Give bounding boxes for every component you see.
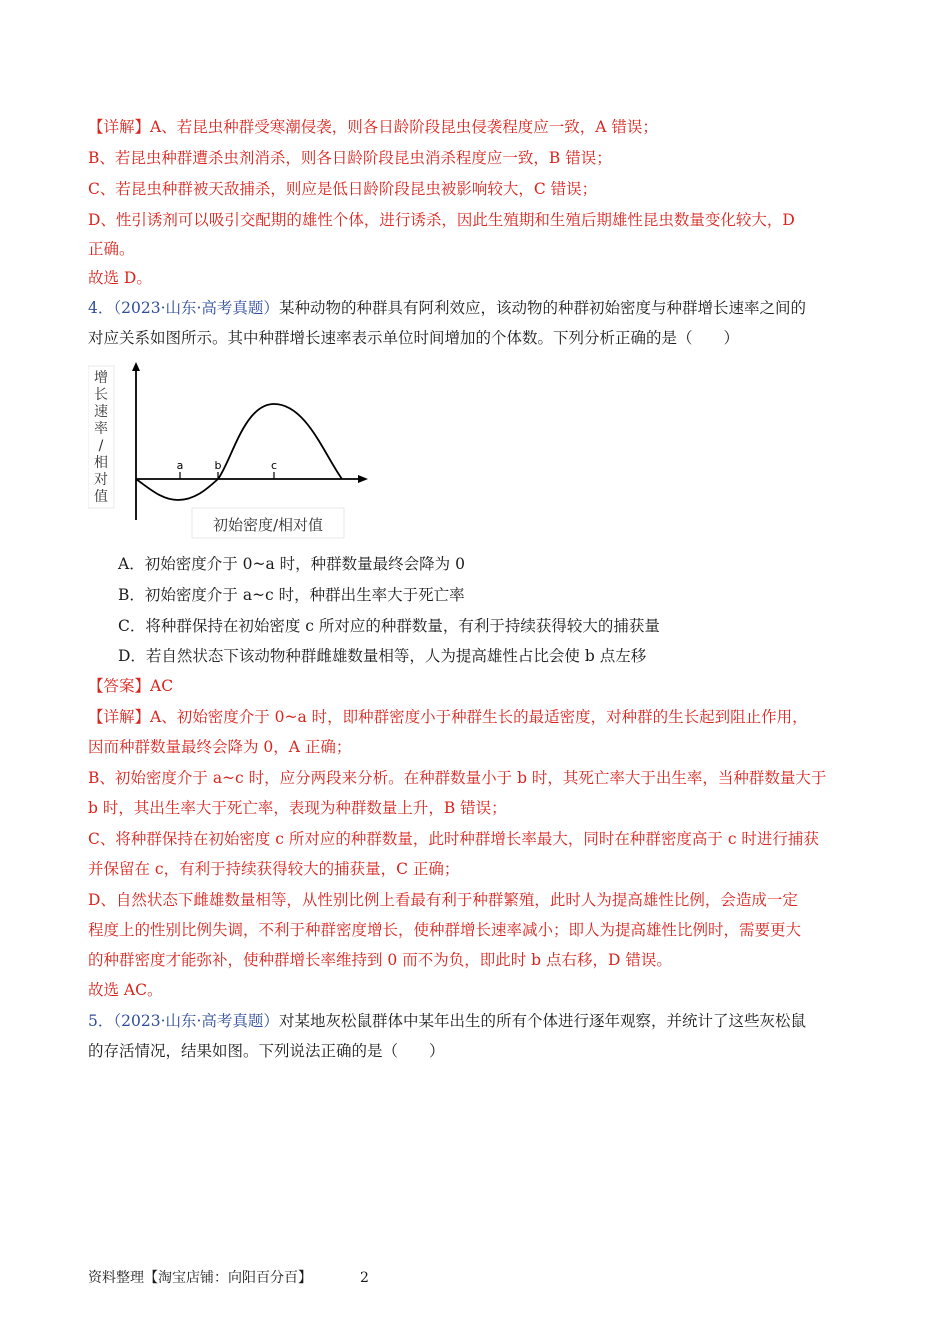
q5-stem-line-2: 的存活情况，结果如图。下列说法正确的是（ ）	[88, 1042, 445, 1060]
svg-text:长: 长	[94, 387, 108, 403]
growth-rate-curve-graph	[88, 362, 378, 542]
page-number: 2	[360, 1270, 369, 1286]
q4-explain-line-5: C、将种群保持在初始密度 c 所对应的种群数量，此时种群增长率最大，同时在种群密度高于 c 时进行捕获	[88, 830, 819, 848]
answer-value: AC	[150, 677, 174, 695]
q4-option-a: A．初始密度介于 0~a 时，种群数量最终会降为 0	[118, 555, 465, 573]
q4-explain-line-9: 的种群密度才能弥补，使种群增长率维持到 0 而不为负，即此时 b 点右移，D 错误。	[88, 951, 672, 969]
svg-text:对: 对	[94, 472, 108, 488]
q5-stem-line-1: 5．（2023·山东·高考真题）对某地灰松鼠群体中某年出生的所有个体进行逐年观察，并统计了这些灰松鼠	[88, 1012, 806, 1030]
q4-option-d: D．若自然状态下该动物种群雌雄数量相等，人为提高雄性占比会使 b 点左移	[118, 647, 647, 665]
q4-number: 4．	[88, 299, 114, 317]
q3-explain-line-5: 正确。	[88, 240, 135, 258]
q3-explain-line-3: C、若昆虫种群被天敌捕杀，则应是低日龄阶段昆虫被影响较大，C 错误；	[88, 180, 598, 198]
q4-source: （2023·山东·高考真题）	[113, 299, 279, 317]
q5-source: （2023·山东·高考真题）	[113, 1012, 279, 1030]
svg-text:速: 速	[94, 404, 108, 420]
explain-tag: 【详解】	[88, 118, 151, 136]
q4-answer	[88, 675, 173, 697]
q4-stem-line-1: 4．（2023·山东·高考真题）某种动物的种群具有阿利效应，该动物的种群初始密度与种群增长速率之间的	[88, 299, 806, 317]
q5-number: 5．	[88, 1012, 114, 1030]
q4-explain-line-6: 并保留在 c，有利于持续获得较大的捕获量，C 正确；	[88, 860, 460, 878]
q4-stem-line-2: 对应关系如图所示。其中种群增长速率表示单位时间增加的个体数。下列分析正确的是（ ）	[88, 329, 740, 347]
footer-text: 资料整理【淘宝店铺：向阳百分百】	[88, 1270, 312, 1286]
answer-tag: 【答案】	[88, 677, 151, 695]
xlabel: 初始密度/相对值	[212, 516, 324, 534]
y-axis-arrow	[132, 362, 140, 371]
growth-rate-curve	[136, 404, 342, 500]
label-c: c	[270, 459, 278, 472]
x-axis-arrow	[358, 475, 368, 483]
label-a: a	[176, 459, 184, 472]
q4-explain-line-3: B、初始密度介于 a~c 时，应分两段来分析。在种群数量小于 b 时，其死亡率大于出生率，当种群数量大于	[88, 769, 827, 787]
svg-text:增: 增	[94, 370, 108, 386]
svg-text:相: 相	[94, 455, 108, 471]
q4-explain-line-7: D、自然状态下雌雄数量相等，从性别比例上看最有利于种群繁殖，此时人为提高雄性比例，会造成一定	[88, 891, 798, 909]
q3-explain-line-4: D、性引诱剂可以吸引交配期的雄性个体，进行诱杀，因此生殖期和生殖后期雄性昆虫数量变化较大，D	[88, 211, 795, 229]
q4-figure	[88, 362, 378, 542]
label-b: b	[214, 459, 222, 472]
q4-explain-line-2: 因而种群数量最终会降为 0，A 正确；	[88, 738, 352, 756]
q3-explain-line-1: 【详解】A、若昆虫种群受寒潮侵袭，则各日龄阶段昆虫侵袭程度应一致，A 错误；	[88, 118, 658, 136]
q4-explain-line-1: 【详解】A、初始密度介于 0~a 时，即种群密度小于种群生长的最适密度，对种群的生长起到阻止作用，	[88, 708, 808, 726]
q4-conclusion: 故选 AC。	[88, 981, 163, 999]
svg-text:/: /	[98, 438, 104, 454]
q4-explain-line-8: 程度上的性别比例失调，不利于种群密度增长，使种群增长速率减小；即人为提高雄性比例时，需要更大	[88, 921, 802, 939]
q3-conclusion: 故选 D。	[88, 269, 152, 287]
svg-text:值: 值	[94, 489, 108, 505]
explain-tag: 【详解】	[88, 708, 151, 726]
q4-option-c: C．将种群保持在初始密度 c 所对应的种群数量，有利于持续获得较大的捕获量	[118, 617, 660, 635]
q3-explain-line-2: B、若昆虫种群遭杀虫剂消杀，则各日龄阶段昆虫消杀程度应一致，B 错误；	[88, 149, 612, 167]
q4-explain-line-4: b 时，其出生率大于死亡率，表现为种群数量上升，B 错误；	[88, 799, 507, 817]
q4-option-b: B．初始密度介于 a~c 时，种群出生率大于死亡率	[118, 586, 465, 604]
svg-text:率: 率	[94, 421, 108, 437]
